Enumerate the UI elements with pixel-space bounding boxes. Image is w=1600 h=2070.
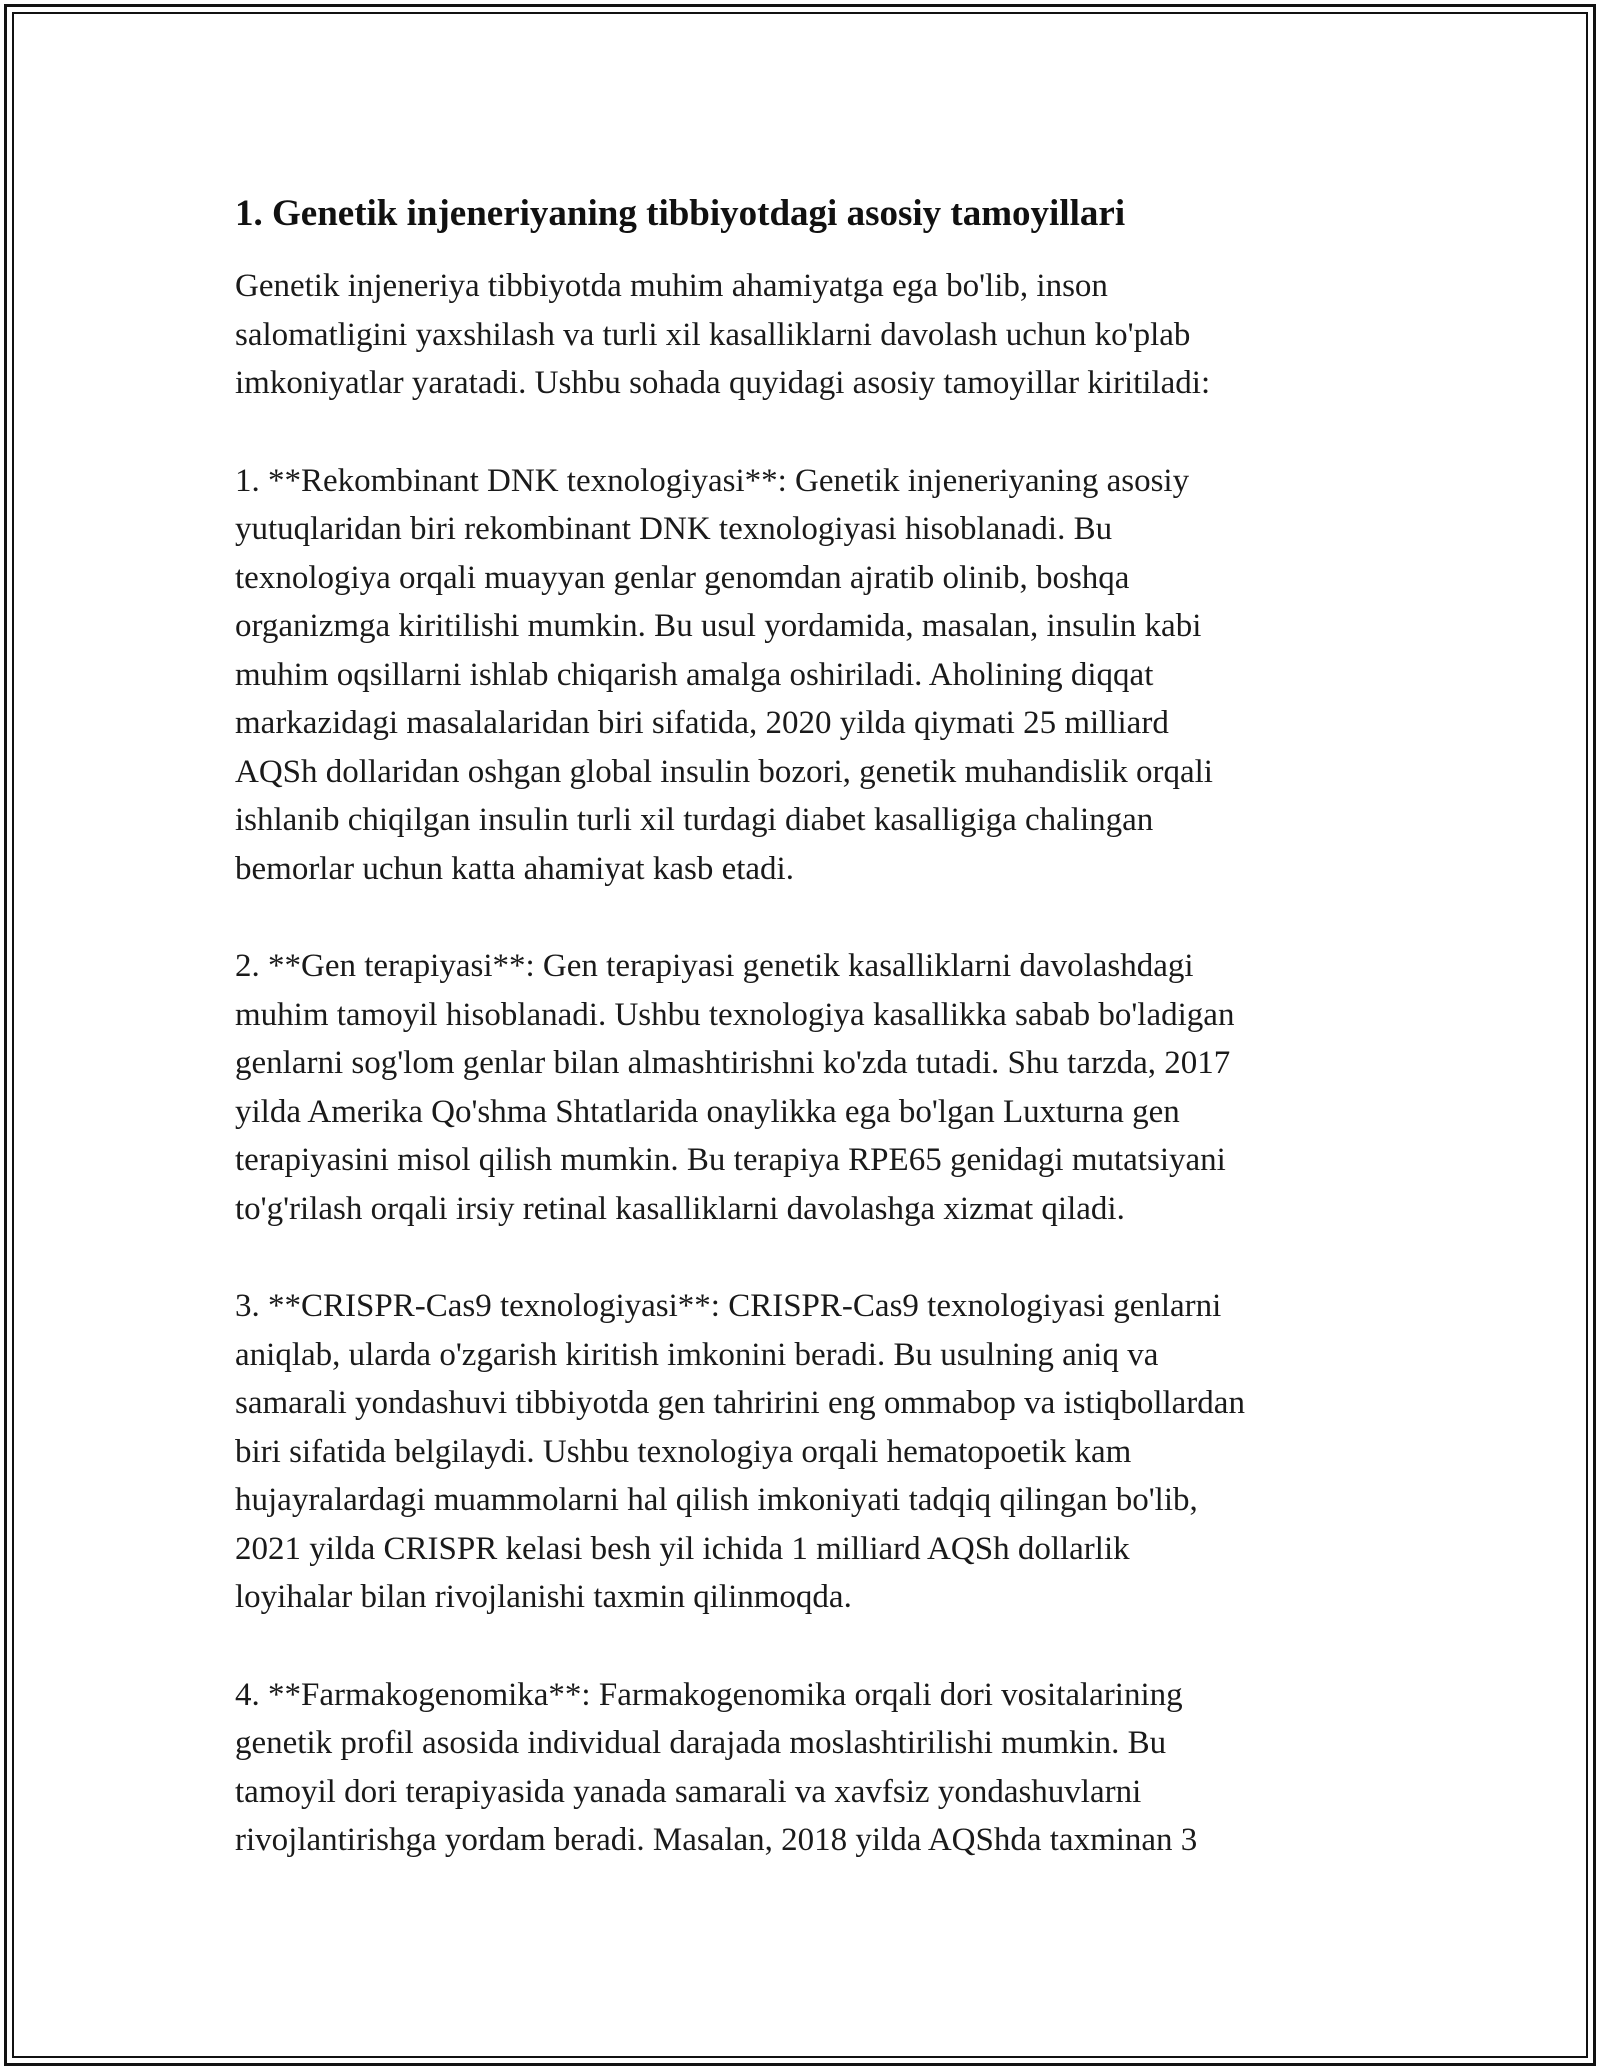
paragraph-recombinant-dna: 1. **Rekombinant DNK texnologiyasi**: Genetik injeneriyaning asosiy yutuqlaridan biri rekombinant DNK texnologiyasi hisoblanadi. Bu texnologiya orqali muayyan genlar genomdan ajratib olinib, boshqa organizmga kiritilishi mumkin. Bu usul yordamida, masalan, insulin kabi muhim oqsillarni ishlab chiqarish amalga oshiriladi. Aholining diqqat markazidagi masalalaridan biri sifatida, 2020 yilda qiymati 25 milliard AQSh dollaridan oshgan global insulin bozori, genetik muhandislik orqali ishlanib chiqilgan insulin turli xil turdagi diabet kasalligiga chalingan bemorlar uchun katta ahamiyat kasb etadi. [235, 462, 1213, 887]
paragraph-pharmacogenomics: 4. **Farmakogenomika**: Farmakogenomika orqali dori vositalarining genetik profil asosida individual darajada moslashtirilishi mumkin. Bu tamoyil dori terapiyasida yanada samarali va xavfsiz yondashuvlarni rivojlantirishga yordam beradi. Masalan, 2018 yilda AQShda taxminan 3 [235, 1676, 1198, 1858]
document-body [235, 186, 1380, 1914]
intro-paragraph: Genetik injeneriya tibbiyotda muhim ahamiyatga ega bo'lib, inson salomatligini yaxshilash va turli xil kasalliklarni davolash uchun ko'plab imkoniyatlar yaratadi. Ushbu sohada quyidagi asosiy tamoyillar kiritiladi: [235, 268, 1211, 401]
paragraph-crispr: 3. **CRISPR-Cas9 texnologiyasi**: CRISPR-Cas9 texnologiyasi genlarni aniqlab, ularda o'zgarish kiritish imkonini beradi. Bu usulning aniq va samarali yondashuvi tibbiyotda gen tahririni eng ommabop va istiqbollardan biri sifatida belgilaydi. Ushbu texnologiya orqali hematopoetik kam hujayralardagi muammolarni hal qilish imkoniyati tadqiq qilingan bo'lib, 2021 yilda CRISPR kelasi besh yil ichida 1 milliard AQSh dollarlik loyihalar bilan rivojlanishi taxmin qilinmoqda. [235, 1288, 1245, 1615]
paragraph-gene-therapy: 2. **Gen terapiyasi**: Gen terapiyasi genetik kasalliklarni davolashdagi muhim tamoyil hisoblanadi. Ushbu texnologiya kasallikka sabab bo'ladigan genlarni sog'lom genlar bilan almashtirishni ko'zda tutadi. Shu tarzda, 2017 yilda Amerika Qo'shma Shtatlarida onaylikka ega bo'lgan Luxturna gen terapiyasini misol qilish mumkin. Bu terapiya RPE65 genidagi mutatsiyani to'g'rilash orqali irsiy retinal kasalliklarni davolashga xizmat qiladi. [235, 948, 1235, 1227]
section-heading: 1. Genetik injeneriyaning tibbiyotdagi asosiy tamoyillari [235, 193, 1126, 234]
